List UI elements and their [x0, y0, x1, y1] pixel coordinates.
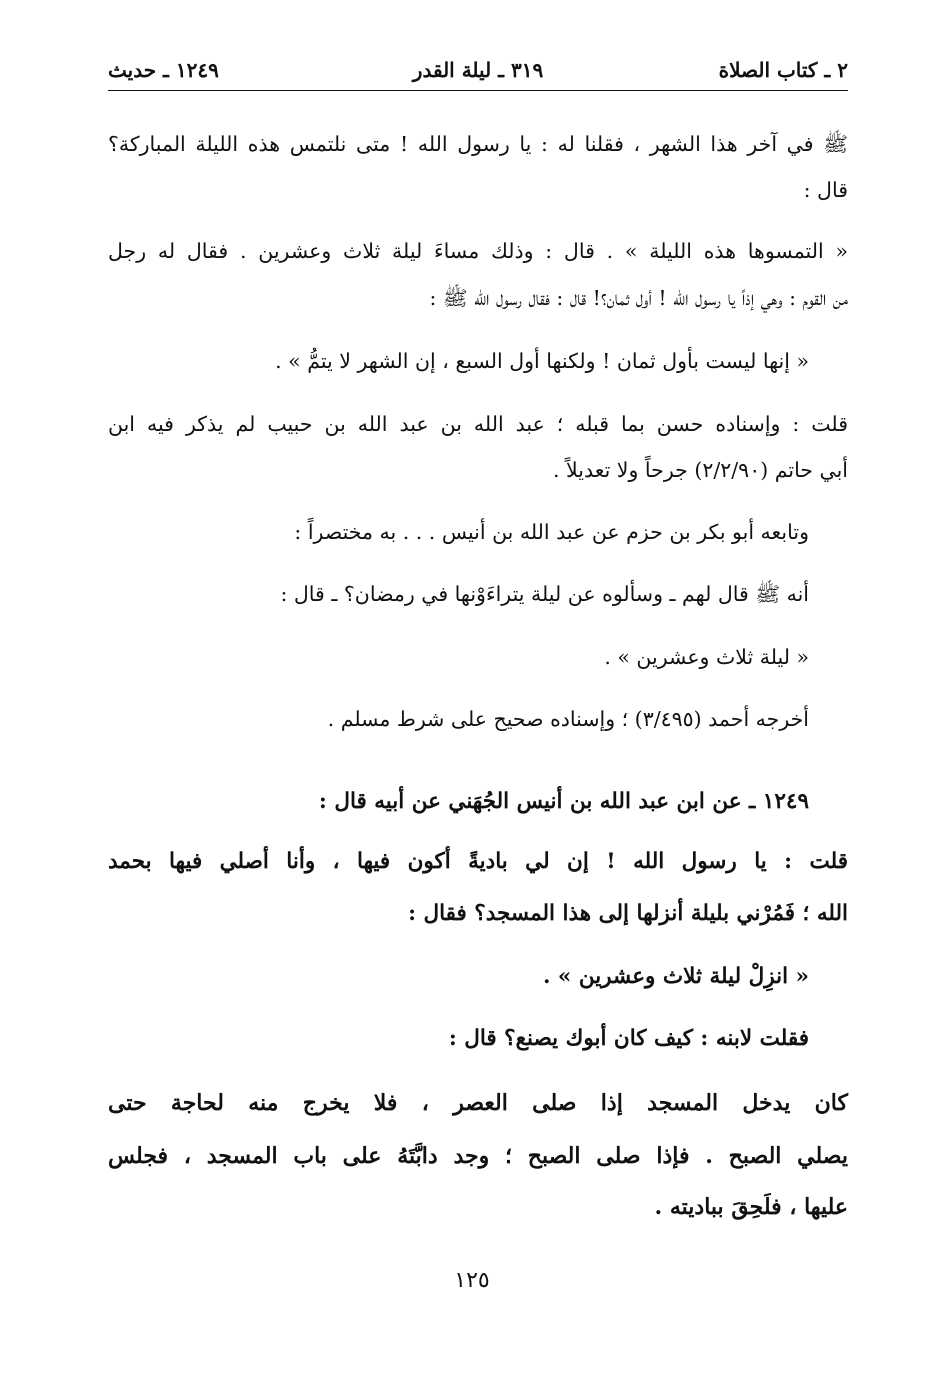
running-header [108, 58, 848, 91]
text-line-11: أخرجه أحمد (٣/٤٩٥) ؛ وإسناده صحيح على شرط مسلم . [327, 707, 809, 731]
text-line-19: عليها ، فلَحِقَ بباديته . [654, 1194, 848, 1220]
text-line-1: ﷺ في آخر هذا الشهر ، فقلنا له : يا رسول الله ! متى نلتمس هذه الليلة المباركة؟ [108, 132, 848, 156]
text-line-9: أنه ﷺ قال لهم ـ وسألوه عن ليلة يتراءَوْنها في رمضان؟ ـ قال : [280, 582, 809, 606]
text-line-3: « التمسوها هذه الليلة » . قال : وذلك مساءَ ليلة ثلاث وعشرين . فقال له رجل [108, 239, 848, 263]
text-line-15: « انزِلْ ليلة ثلاث وعشرين » . [542, 964, 809, 989]
text-line-7: أبي حاتم (٢/٢/٩٠) جرحاً ولا تعديلاً . [552, 458, 848, 482]
text-line-5: « إنها ليست بأول ثمان ! ولكنها أول السبع ، إن الشهر لا يتمُّ » . [275, 349, 809, 373]
text-line-8: وتابعه أبو بكر بن حزم عن عبد الله بن أنيس . . . به مختصراً : [294, 520, 809, 544]
header-section: ٣١٩ ـ ليلة القدر [412, 58, 544, 82]
page-number: ١٢٥ [454, 1268, 490, 1293]
text-line-16: فقلت لابنه : كيف كان أبوك يصنع؟ قال : [448, 1026, 809, 1051]
text-line-10: « ليلة ثلاث وعشرين » . [604, 645, 809, 669]
text-line-6: قلت : وإسناده حسن بما قبله ؛ عبد الله بن عبد الله بن حبيب لم يذكر فيه ابن [108, 412, 848, 436]
text-line-17: كان يدخل المسجد إذا صلى العصر ، فلا يخرج منه لحاجة حتى [108, 1090, 848, 1116]
text-line-14: الله ؛ فَمُرْني بليلة أنزلها إلى هذا المسجد؟ فقال : [408, 901, 848, 926]
hadith-heading: ١٢٤٩ ـ عن ابن عبد الله بن أنيس الجُهَني عن أبيه قال : [318, 789, 809, 814]
header-chapter: ٢ ـ كتاب الصلاة [718, 58, 848, 82]
text-line-18: يصلي الصبح . فإذا صلى الصبح ؛ وجد دابَّتَهُ على باب المسجد ، فجلس [108, 1143, 848, 1169]
text-line-13: قلت : يا رسول الله ! إن لي باديةً أكون فيها ، وأنا أصلي فيها بحمد [108, 849, 848, 874]
text-line-2: قال : [803, 178, 848, 202]
text-line-4: من القوم : وهي إذاً يا رسول الله ! أول ثمان؟! قال : فقال رسول الله ﷺ : [429, 286, 848, 310]
header-hadith-number: ١٢٤٩ ـ حديث [108, 58, 219, 82]
